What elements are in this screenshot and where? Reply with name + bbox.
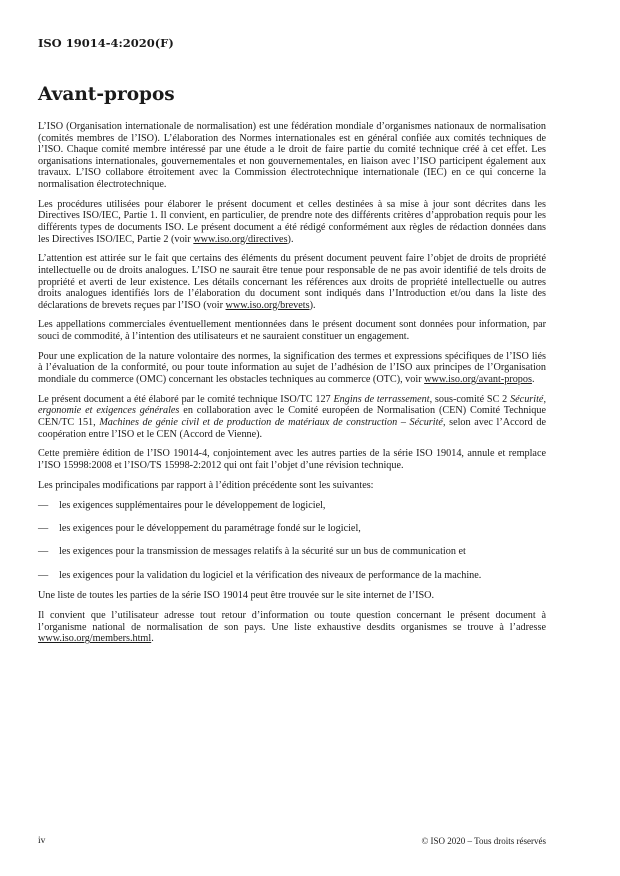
paragraph-procedures: Les procédures utilisées pour élaborer le présent document et celles destinées à sa mise à jour sont décrites dans les Directives ISO/IEC, Partie 1. Il convient, en particulier, de prendre note des différents critères d’approbation requis pour les différents types de documents ISO. Le présent document a été rédigé conformément aux règles de rédaction données dans les Directives ISO/IEC, Partie 2 (voir www.iso.org/directives). — [38, 198, 546, 245]
paragraph-edition: Cette première édition de l’ISO 19014-4, conjointement avec les autres parties de la série ISO 19014, annule et remplace l’ISO 15998:2008 et l’ISO/TS 15998-2:2012 qui ont fait l’objet d’une révision technique. — [38, 448, 546, 471]
paragraph-iso-intro: L’ISO (Organisation internationale de normalisation) est une fédération mondiale d’organismes nationaux de normalisation (comités membres de l’ISO). L’élaboration des Normes internationales est en général confiée aux comités techniques de l’ISO. Chaque comité membre intéressé par une étude a le droit de faire partie du comité technique créé à cet effet. Les organisations internationales, gouvernementales et non gouvernementales, en liaison avec l’ISO participent également aux travaux. L’ISO collabore étroitement avec la Commission électrotechnique internationale (IEC) en ce qui concerne la normalisation électrotechnique. — [38, 121, 546, 190]
dash-bullet: — — [38, 499, 49, 511]
link-members[interactable]: www.iso.org/members.html — [38, 633, 152, 645]
list-item: — les exigences pour le développement du paramétrage fondé sur le logiciel, — [38, 522, 361, 534]
link-directives[interactable]: www.iso.org/directives — [193, 233, 288, 245]
link-brevets[interactable]: www.iso.org/brevets — [225, 299, 310, 311]
list-item: — les exigences pour la transmission de messages relatifs à la sécurité sur un bus de communication et — [38, 546, 466, 558]
foreword-body — [38, 121, 546, 653]
dash-bullet: — — [38, 546, 49, 558]
paragraph-patents: L’attention est attirée sur le fait que certains des éléments du présent document peuvent faire l’objet de droits de propriété intellectuelle ou de droits analogues. L’ISO ne saurait être tenue pour responsable de ne pas avoir identifié de tels droits de propriété et averti de leur existence. Les détails concernant les références aux droits de propriété intellectuelle ou autres droits analogues identifiés lors de l’élaboration du document sont indiqués dans l’Introduction et/ou dans la liste des déclarations de brevets reçues par l’ISO (voir www.iso.org/brevets). — [38, 253, 546, 311]
changes-list — [38, 500, 546, 582]
dash-bullet: — — [38, 569, 49, 581]
copyright-notice: © ISO 2020 – Tous droits réservés — [421, 836, 546, 846]
paragraph-parts-list: Une liste de toutes les parties de la série ISO 19014 peut être trouvée sur le site internet de l’ISO. — [38, 590, 435, 602]
page-title: Avant-propos — [38, 84, 175, 105]
list-item: — les exigences pour la validation du logiciel et la vérification des niveaux de performance de la machine. — [38, 569, 482, 581]
paragraph-committee: Le présent document a été élaboré par le comité technique ISO/TC 127 Engins de terrassement, sous-comité SC 2 Sécurité, ergonomie et exigences générales en collaboration avec le Comité européen de Normalisation (CEN) Comité Technique CEN/TC 151, Machines de génie civil et de production de matériaux de construction – Sécurité, selon avec l’Accord de coopération entre l’ISO et le CEN (Accord de Vienne). — [38, 393, 546, 440]
list-item: — les exigences supplémentaires pour le développement de logiciel, — [38, 499, 326, 511]
document-id: ISO 19014-4:2020(F) — [38, 36, 174, 50]
paragraph-trade-names: Les appellations commerciales éventuellement mentionnées dans le présent document sont données pour information, par souci de commodité, à l’intention des utilisateurs et ne sauraient constituer un engagement. — [38, 319, 546, 343]
page-number: iv — [38, 836, 46, 846]
paragraph-feedback: Il convient que l’utilisateur adresse tout retour d’information ou toute question concernant le présent document à l’organisme national de normalisation de son pays. Une liste exhaustive desdits organismes se trouve à l’adresse www.iso.org/members.html. — [38, 610, 546, 645]
paragraph-changes-intro: Les principales modifications par rapport à l’édition précédente sont les suivantes: — [38, 479, 374, 491]
paragraph-voluntary-nature: Pour une explication de la nature volontaire des normes, la signification des termes et expressions spécifiques de l’ISO liés à l’évaluation de la conformité, ou pour toute information au sujet de l’adhésion de l’ISO aux principes de l’Organisation mondiale du commerce (OMC) concernant les obstacles techniques au commerce (OTC), voir www.iso.org/avant-propos. — [38, 350, 546, 386]
link-avant-propos[interactable]: www.iso.org/avant-propos — [424, 374, 532, 386]
dash-bullet: — — [38, 522, 49, 534]
